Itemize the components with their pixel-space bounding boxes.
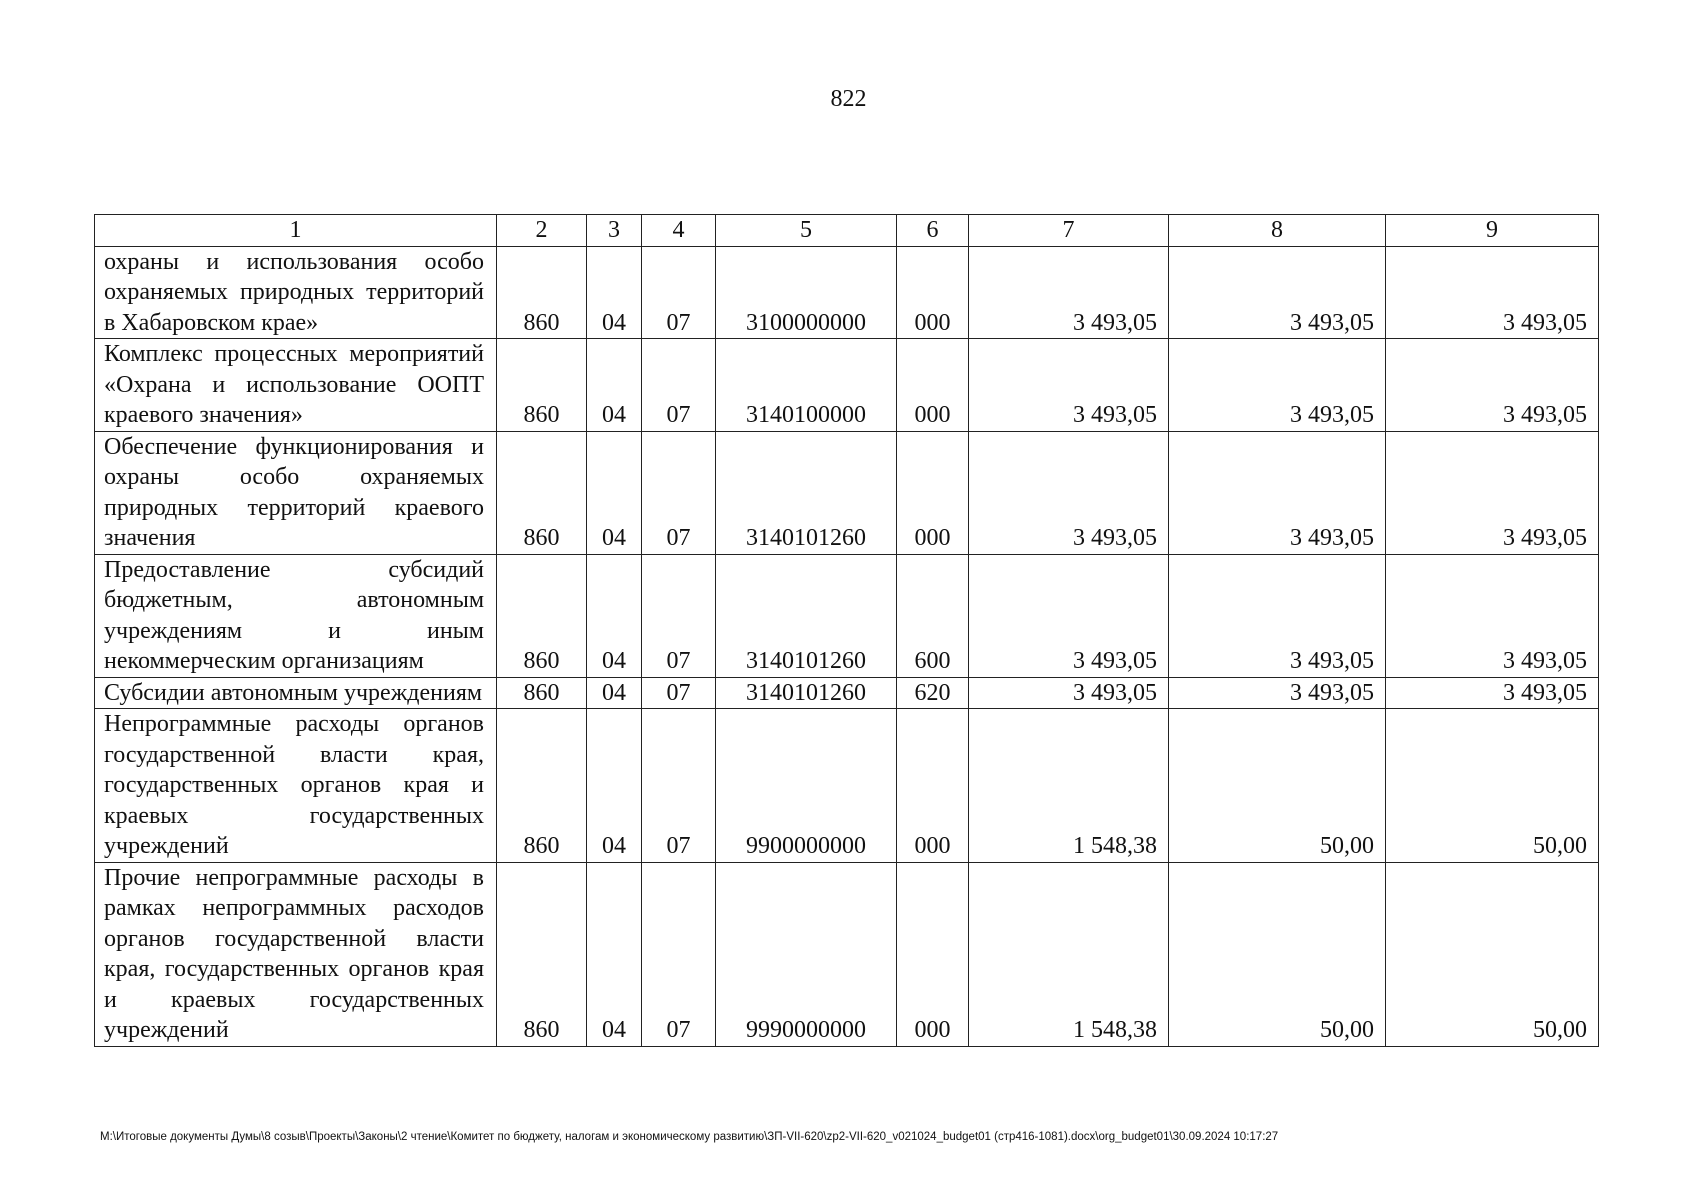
expense-type-code: 000: [897, 862, 969, 1046]
amount-col-7: 3 493,05: [969, 246, 1169, 339]
amount-col-8: 3 493,05: [1169, 677, 1386, 709]
section-code: 04: [587, 862, 642, 1046]
subsection-code: 07: [642, 431, 716, 554]
amount-col-8: 3 493,05: [1169, 554, 1386, 677]
section-code: 04: [587, 554, 642, 677]
subsection-code: 07: [642, 246, 716, 339]
table-row: [95, 862, 1599, 1046]
section-code: 04: [587, 246, 642, 339]
subsection-code: 07: [642, 339, 716, 432]
expense-type-code: 000: [897, 431, 969, 554]
table-row: [95, 246, 1599, 339]
expense-type-code: 600: [897, 554, 969, 677]
grbs-code: 860: [497, 862, 587, 1046]
expense-type-code: 000: [897, 246, 969, 339]
section-code: 04: [587, 431, 642, 554]
column-header: 8: [1169, 215, 1386, 247]
amount-col-9: 3 493,05: [1386, 554, 1599, 677]
page-number: 822: [830, 86, 867, 112]
table-row: [95, 554, 1599, 677]
expense-type-code: 620: [897, 677, 969, 709]
section-code: 04: [587, 677, 642, 709]
section-code: 04: [587, 339, 642, 432]
amount-col-8: 3 493,05: [1169, 431, 1386, 554]
document-file-path: M:\Итоговые документы Думы\8 созыв\Проекты\Законы\2 чтение\Комитет по бюджету, налогам и экономическому развитию\ЗП-VII-620\zp2-VII-620_v021024_budget01 (стр416-1081).docx\org_budget01\30.09.2024 10:17:27: [100, 1131, 1279, 1143]
grbs-code: 860: [497, 339, 587, 432]
expense-name: Прочие непрограммные расходы в рамках непрограммных расходов органов государственной власти края, государственных органов края и краевых государственных учреждений: [95, 862, 497, 1046]
amount-col-7: 3 493,05: [969, 339, 1169, 432]
amount-col-8: 3 493,05: [1169, 339, 1386, 432]
expense-name: Непрограммные расходы органов государственной власти края, государственных органов края и краевых государственных учреждений: [95, 709, 497, 863]
column-number-row: [95, 215, 1599, 247]
amount-col-7: 1 548,38: [969, 709, 1169, 863]
expense-name: охраны и использования особо охраняемых природных территорий в Хабаровском крае»: [95, 246, 497, 339]
subsection-code: 07: [642, 554, 716, 677]
table-row: [95, 709, 1599, 863]
amount-col-7: 3 493,05: [969, 677, 1169, 709]
section-code: 04: [587, 709, 642, 863]
subsection-code: 07: [642, 677, 716, 709]
expense-name: Предоставление субсидий бюджетным, автономным учреждениям и иным некоммерческим организациям: [95, 554, 497, 677]
target-article-code: 9990000000: [716, 862, 897, 1046]
column-header: 9: [1386, 215, 1599, 247]
amount-col-7: 3 493,05: [969, 554, 1169, 677]
column-header: 1: [95, 215, 497, 247]
target-article-code: 3100000000: [716, 246, 897, 339]
grbs-code: 860: [497, 677, 587, 709]
expense-type-code: 000: [897, 709, 969, 863]
amount-col-9: 50,00: [1386, 709, 1599, 863]
column-header: 3: [587, 215, 642, 247]
column-header: 5: [716, 215, 897, 247]
table-row: [95, 339, 1599, 432]
grbs-code: 860: [497, 709, 587, 863]
amount-col-7: 1 548,38: [969, 862, 1169, 1046]
amount-col-9: 3 493,05: [1386, 246, 1599, 339]
amount-col-9: 50,00: [1386, 862, 1599, 1046]
target-article-code: 3140101260: [716, 431, 897, 554]
budget-table: [94, 214, 1599, 1047]
grbs-code: 860: [497, 554, 587, 677]
target-article-code: 3140101260: [716, 554, 897, 677]
table-row: [95, 677, 1599, 709]
target-article-code: 9900000000: [716, 709, 897, 863]
amount-col-8: 3 493,05: [1169, 246, 1386, 339]
amount-col-7: 3 493,05: [969, 431, 1169, 554]
expense-name: Субсидии автономным учреждениям: [95, 677, 497, 709]
grbs-code: 860: [497, 246, 587, 339]
column-header: 2: [497, 215, 587, 247]
expense-type-code: 000: [897, 339, 969, 432]
expense-name: Комплекс процессных мероприятий «Охрана и использование ООПТ краевого значения»: [95, 339, 497, 432]
column-header: 6: [897, 215, 969, 247]
subsection-code: 07: [642, 709, 716, 863]
target-article-code: 3140100000: [716, 339, 897, 432]
table-row: [95, 431, 1599, 554]
amount-col-9: 3 493,05: [1386, 339, 1599, 432]
amount-col-8: 50,00: [1169, 709, 1386, 863]
column-header: 4: [642, 215, 716, 247]
subsection-code: 07: [642, 862, 716, 1046]
expense-name: Обеспечение функционирования и охраны особо охраняемых природных территорий краевого значения: [95, 431, 497, 554]
grbs-code: 860: [497, 431, 587, 554]
amount-col-9: 3 493,05: [1386, 677, 1599, 709]
amount-col-8: 50,00: [1169, 862, 1386, 1046]
amount-col-9: 3 493,05: [1386, 431, 1599, 554]
column-header: 7: [969, 215, 1169, 247]
target-article-code: 3140101260: [716, 677, 897, 709]
